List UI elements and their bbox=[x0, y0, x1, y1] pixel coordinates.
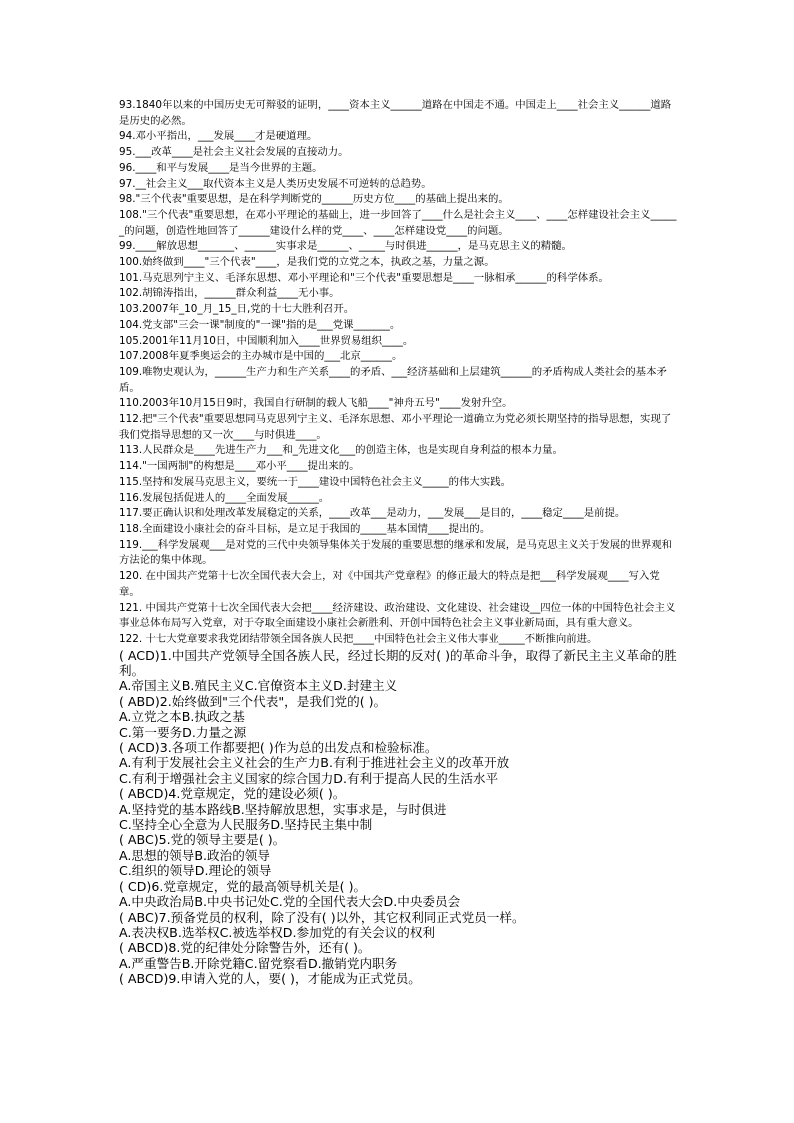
choice-line: ( ABCD)9.申请入党的人，要( )，才能成为正式党员。 bbox=[119, 971, 421, 987]
fill-in-blank-section bbox=[119, 98, 679, 648]
question-line: 121. 中国共产党第十七次全国代表大会把____经济建设、政治建设、文化建设、社会建设__四位一体的中国特色社会主义事业总体布局写入党章，对于夺取全面建设小康社会新胜利、开创中国特色社会主义事业新局面，具有重大意义。 bbox=[119, 601, 676, 630]
choice-line: A.严重警告B.开除党籍C.留党察看D.撤销党内职务 bbox=[119, 955, 398, 971]
choice-line: A.有利于发展社会主义社会的生产力B.有利于推进社会主义的改革开放 bbox=[119, 755, 510, 771]
choice-line: ( ABCD)4.党章规定，党的建设必须( )。 bbox=[119, 786, 346, 802]
choice-line: C.坚持全心全意为人民服务D.坚持民主集中制 bbox=[119, 817, 373, 833]
question-line: 98."三个代表"重要思想，是在科学判断党的______历史方位____的基础上提出来的。 bbox=[119, 193, 509, 206]
choice-line: ( ABC)7.预备党员的权利，除了没有( )以外，其它权利同正式党员一样。 bbox=[119, 909, 525, 925]
question-line: 107.2008年夏季奥运会的主办城市是中国的___北京______。 bbox=[119, 350, 403, 363]
question-line: 112.把"三个代表"重要思想同马克思列宁主义、毛泽东思想、邓小平理论一道确立为党必须长期坚持的指导思想，实现了我们党指导思想的又一次____与时俱进____。 bbox=[119, 413, 672, 441]
question-line: 109.唯物史观认为，______生产力和生产关系____的矛盾、___经济基础和上层建筑______的矛盾构成人类社会的基本矛盾。 bbox=[119, 365, 667, 394]
choice-line: C.组织的领导D.理论的领导 bbox=[119, 863, 272, 879]
choice-line: C.有利于增强社会主义国家的综合国力D.有利于提高人民的生活水平 bbox=[119, 770, 499, 786]
question-line: 115.坚持和发展马克思主义，要统一于____建设中国特色社会主义_____的伟大实践。 bbox=[119, 475, 511, 488]
question-line: 108."三个代表"重要思想，在邓小平理论的基础上，进一步回答了____什么是社会主义____、____怎样建设社会主义______的问题，创造性地回答了______建设什么样的党____、____怎样建设党____的问题。 bbox=[119, 208, 677, 237]
choice-line: A.中央政治局B.中央书记处C.党的全国代表大会D.中央委员会 bbox=[119, 894, 461, 910]
choice-line: A.帝国主义B.殖民主义C.官僚资本主义D.封建主义 bbox=[119, 678, 398, 694]
question-line: 116.发展包括促进人的____全面发展______。 bbox=[119, 491, 330, 504]
choice-line: ( ACD)3.各项工作都要把( )作为总的出发点和检验标准。 bbox=[119, 740, 438, 756]
question-line: 102.胡锦涛指出，______群众利益____无小事。 bbox=[119, 287, 340, 300]
question-line: 120. 在中国共产党第十七次全国代表大会上，对《中国共产党章程》的修正最大的特点是把___科学发展观____写入党章。 bbox=[119, 570, 660, 598]
question-line: 95.___改革____是社会主义社会发展的直接动力。 bbox=[119, 146, 349, 159]
question-line: 97.__社会主义___取代资本主义是人类历史发展不可逆转的总趋势。 bbox=[119, 177, 432, 190]
multiple-choice-section bbox=[119, 648, 679, 987]
question-line: 101.马克思列宁主义、毛泽东思想、邓小平理论和"三个代表"重要思想是____一脉相承______的科学体系。 bbox=[119, 271, 609, 284]
choice-line: ( ACD)1.中国共产党领导全国各族人民，经过长期的反对( )的革命斗争，取得了新民主主义革命的胜利。 bbox=[119, 647, 677, 679]
choice-line: ( ABCD)8.党的纪律处分除警告外，还有( )。 bbox=[119, 940, 371, 956]
choice-line: ( CD)6.党章规定，党的最高领导机关是( )。 bbox=[119, 878, 367, 894]
choice-line: A.表决权B.选举权C.被选举权D.参加党的有关会议的权利 bbox=[119, 924, 436, 940]
choice-line: A.思想的领导B.政治的领导 bbox=[119, 847, 270, 863]
choice-line: C.第一要务D.力量之源 bbox=[119, 724, 247, 740]
question-line: 118.全面建设小康社会的奋斗目标，是立足于我国的_____基本国情____提出的。 bbox=[119, 522, 491, 535]
question-line: 96.____和平与发展____是当今世界的主题。 bbox=[119, 161, 323, 174]
question-line: 122. 十七大党章要求我党团结带领全国各族人民把____中国特色社会主义伟大事业_____不断推向前进。 bbox=[119, 632, 598, 645]
choice-line: A.坚持党的基本路线B.坚持解放思想，实事求是，与时俱进 bbox=[119, 801, 447, 817]
question-line: 117.要正确认识和处理改革发展稳定的关系，____改革___是动力，___发展___是目的，____稳定____是前提。 bbox=[119, 507, 626, 520]
question-line: 104.党支部"三会一课"制度的"一课"指的是___党课_______。 bbox=[119, 318, 401, 331]
choice-line: A.立党之本B.执政之基 bbox=[119, 709, 245, 725]
question-line: 103.2007年_10_月_15_日,党的十七大胜利召开。 bbox=[119, 303, 355, 316]
question-line: 100.始终做到____"三个代表"____，是我们党的立党之本，执政之基，力量之源。 bbox=[119, 256, 495, 269]
question-line: 93.1840年以来的中国历史无可辩驳的证明，____资本主义______道路在中国走不通。中国走上____社会主义______道路是历史的必然。 bbox=[119, 99, 672, 127]
question-line: 99.____解放思想_______、______实事求是______、_____与时俱进______，是马克思主义的精髓。 bbox=[119, 240, 572, 253]
choice-line: ( ABD)2.始终做到"三个代表"，是我们党的( )。 bbox=[119, 693, 387, 709]
choice-line: ( ABC)5.党的领导主要是( )。 bbox=[119, 832, 286, 848]
question-line: 119.___科学发展观___是对党的三代中央领导集体关于发展的重要思想的继承和发展，是马克思主义关于发展的世界观和方法论的集中体现。 bbox=[119, 538, 673, 567]
question-line: 94.邓小平指出，___发展____才是硬道理。 bbox=[119, 130, 318, 143]
question-line: 105.2001年11月10日，中国顺利加入____世界贸易组织____。 bbox=[119, 334, 414, 347]
question-line: 113.人民群众是____先进生产力___和_先进文化___的创造主体，也是实现自身利益的根本力量。 bbox=[119, 444, 563, 457]
question-line: 110.2003年10月15日9时，我国自行研制的载人飞船____"神舟五号"____发射升空。 bbox=[119, 397, 513, 410]
question-line: 114."一国两制"的构想是____邓小平____提出来的。 bbox=[119, 460, 360, 473]
document-body bbox=[119, 98, 679, 987]
